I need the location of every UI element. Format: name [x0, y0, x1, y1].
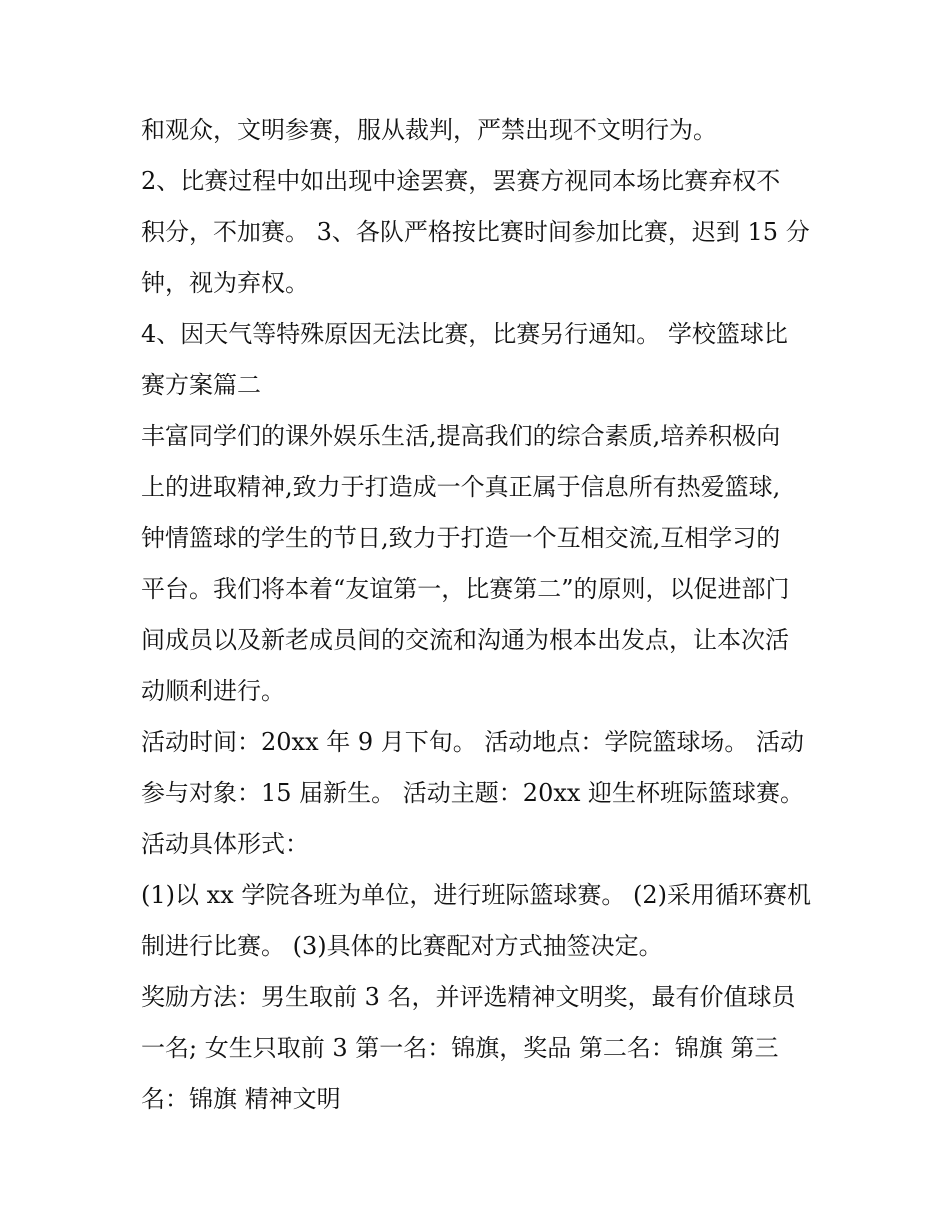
body-text — [141, 105, 821, 1125]
text-line: 制进行比赛。 (3)具体的比赛配对方式抽签决定。 — [141, 932, 663, 960]
text-line: 名：锦旗 精神文明 — [141, 1085, 341, 1113]
text-line: 丰富同学们的课外娱乐生活,提高我们的综合素质,培养积极向 — [141, 422, 781, 450]
text-line: 活动时间：20xx 年 9 月下旬。 活动地点：学院篮球场。 活动 — [141, 728, 805, 756]
text-line: 积分，不加赛。 3、各队严格按比赛时间参加比赛，迟到 15 分 — [141, 218, 810, 246]
text-line: 4、因天气等特殊原因无法比赛，比赛另行通知。 学校篮球比 — [141, 320, 788, 348]
text-line: 动顺利进行。 — [141, 677, 285, 705]
text-line: 活动具体形式： — [141, 830, 309, 858]
text-line: 奖励方法：男生取前 3 名，并评选精神文明奖，最有价值球员 — [141, 983, 796, 1011]
text-line: 赛方案篇二 — [141, 371, 261, 399]
text-line: 一名; 女生只取前 3 第一名：锦旗，奖品 第二名：锦旗 第三 — [141, 1034, 779, 1062]
text-line: 和观众，文明参赛，服从裁判，严禁出现不文明行为。 — [141, 116, 717, 144]
text-line: 钟，视为弃权。 — [141, 269, 309, 297]
text-line: 参与对象：15 届新生。 活动主题：20xx 迎生杯班际篮球赛。 — [141, 779, 805, 807]
text-line: 钟情篮球的学生的节日,致力于打造一个互相交流,互相学习的 — [141, 524, 781, 552]
text-line: 2、比赛过程中如出现中途罢赛，罢赛方视同本场比赛弃权不 — [141, 167, 781, 195]
text-line: 间成员以及新老成员间的交流和沟通为根本出发点，让本次活 — [141, 626, 789, 654]
text-line: 平台。我们将本着“友谊第一，比赛第二”的原则，以促进部门 — [141, 575, 790, 603]
text-line: (1)以 xx 学院各班为单位，进行班际篮球赛。 (2)采用循环赛机 — [141, 881, 811, 909]
text-line: 上的进取精神,致力于打造成一个真正属于信息所有热爱篮球, — [141, 473, 781, 501]
